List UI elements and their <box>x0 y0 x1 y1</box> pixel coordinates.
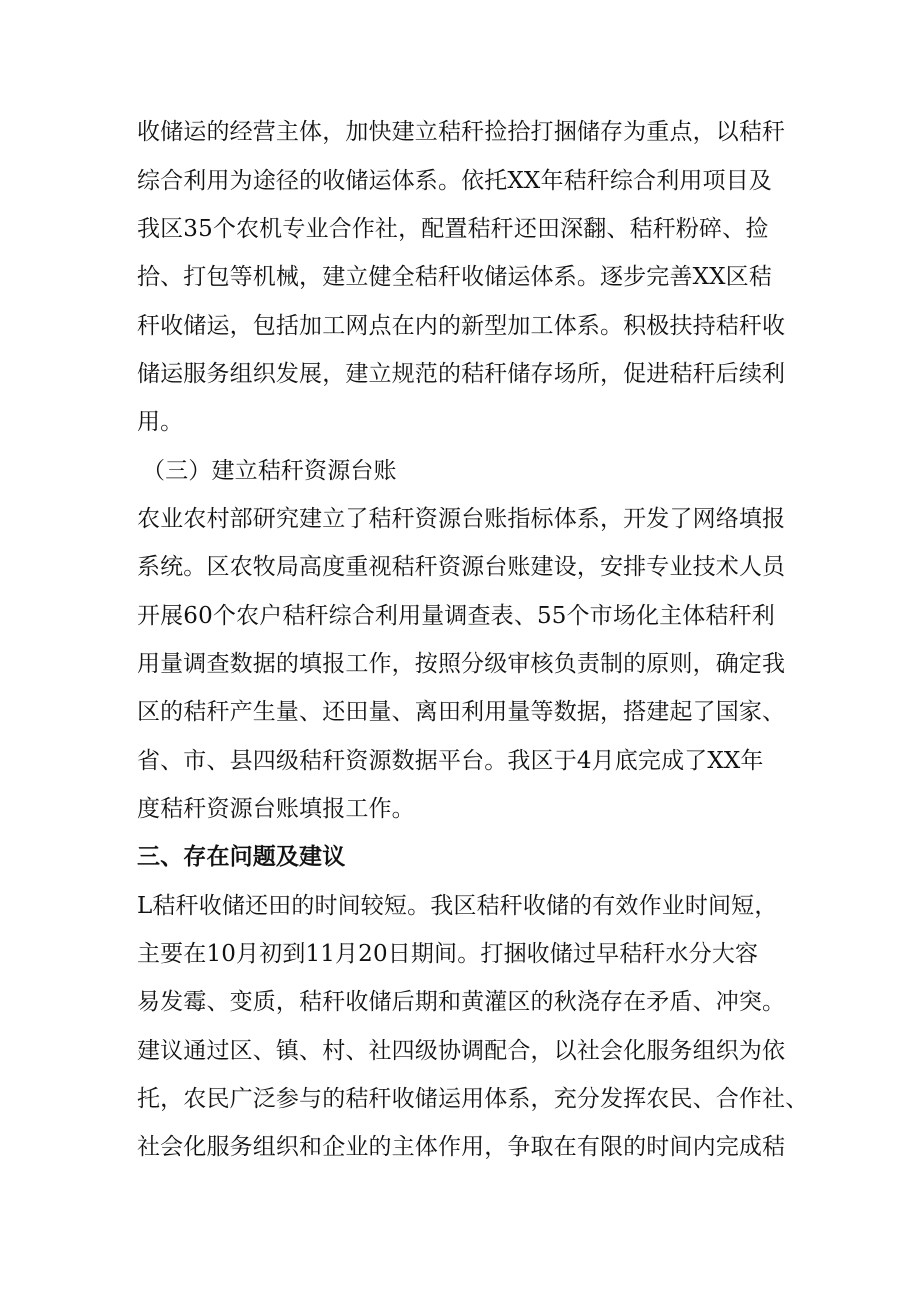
paragraph-line: 省、市、县四级秸秆资源数据平台。我区于4月底完成了XX年 <box>137 748 764 774</box>
section-heading: 三、存在问题及建议 <box>137 843 346 870</box>
paragraph-line: 社会化服务组织和企业的主体作用，争取在有限的时间内完成秸 <box>137 1134 786 1160</box>
paragraph-line: 主要在10月初到11月20日期间。打捆收储过早秸秆水分大容 <box>137 941 759 967</box>
paragraph-line: 农业农村部研究建立了秸秆资源台账指标体系，开发了网络填报 <box>137 506 786 532</box>
paragraph-line: 区的秸秆产生量、还田量、离田利用量等数据，搭建起了国家、 <box>137 699 786 725</box>
paragraph-line: 收储运的经营主体，加快建立秸秆捡拾打捆储存为重点，以秸秆 <box>137 119 786 145</box>
paragraph-line: 我区35个农机专业合作社，配置秸秆还田深翻、秸秆粉碎、捡 <box>137 216 769 242</box>
paragraph-line: 开展60个农户秸秆综合利用量调查表、55个市场化主体秸秆利 <box>137 603 775 629</box>
paragraph-line: 储运服务组织发展，建立规范的秸秆储存场所，促进秸秆后续利 <box>137 361 786 387</box>
paragraph-line: 度秸秆资源台账填报工作。 <box>137 796 415 822</box>
paragraph-line: 综合利用为途径的收储运体系。依托XX年秸秆综合利用项目及 <box>137 168 772 194</box>
paragraph-line: 用。 <box>137 409 184 435</box>
paragraph-line: 系统。区农牧局高度重视秸秆资源台账建设，安排专业技术人员 <box>137 554 786 580</box>
subheading: （三）建立秸秆资源台账 <box>142 458 397 484</box>
paragraph-line: 用量调查数据的填报工作，按照分级审核负责制的原则，确定我 <box>137 651 786 677</box>
paragraph-line: 托，农民广泛参与的秸秆收储运用体系，充分发挥农民、合作社、 <box>137 1086 809 1112</box>
paragraph-line: 秆收储运，包括加工网点在内的新型加工体系。积极扶持秸秆收 <box>137 313 786 339</box>
paragraph-line: L秸秆收储还田的时间较短。我区秸秆收储的有效作业时间短， <box>137 893 778 919</box>
paragraph-line: 易发霉、变质，秸秆收储后期和黄灌区的秋浇存在矛盾、冲突。 <box>137 989 786 1015</box>
paragraph-line: 拾、打包等机械，建立健全秸秆收储运体系。逐步完善XX区秸 <box>137 264 772 290</box>
paragraph-line: 建议通过区、镇、村、社四级协调配合，以社会化服务组织为依 <box>137 1038 786 1064</box>
